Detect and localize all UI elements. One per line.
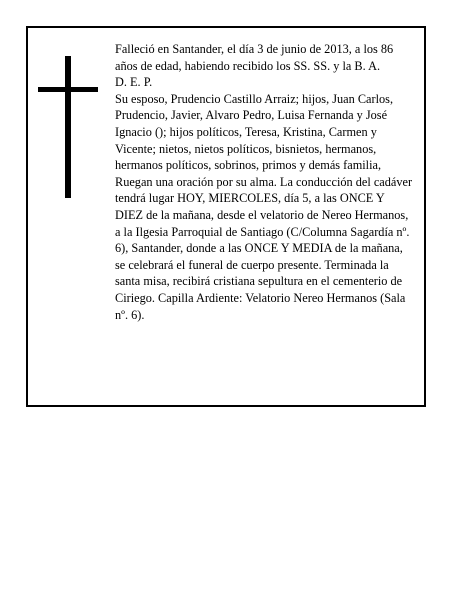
rip-line: D. E. P. [115, 75, 153, 90]
notice-text [115, 41, 415, 323]
cross-horizontal-bar [38, 87, 98, 92]
family-list: Su esposo, Prudencio Castillo Arraiz; hijos, Juan Carlos, Prudencio, Javier, Alvaro Pedro, Luisa Fernanda y José Ignacio (); hijos políticos, Teresa, Kristina, Carmen y Vicente; nietos, nietos políticos, bisnietos, hermanos, hermanos políticos, sobrinos, primos y demás familia, [115, 91, 394, 173]
death-announcement: Falleció en Santander, el día 3 de junio de 2013, a los 86 años de edad, habiendo recibido los SS. SS. y la B. A. [115, 42, 394, 73]
obituary-notice [26, 26, 426, 407]
cross-vertical-bar [65, 56, 71, 198]
funeral-details: Ruegan una oración por su alma. La conducción del cadáver tendrá lugar HOY, MIERCOLES, día 5, a las ONCE Y DIEZ de la mañana, desde el velatorio de Nereo Hermanos, a la Ilgesia Parroquial de Santiago (C/Columna Sagardía nº. 6), Santander, donde a las ONCE Y MEDIA de la mañana, se celebrará el funeral de cuerpo presente. Terminada la santa misa, recibirá cristiana sepultura en el cementerio de Ciriego. Capilla Ardiente: Velatorio Nereo Hermanos (Sala nº. 6). [115, 174, 413, 322]
cross-icon [38, 56, 98, 198]
